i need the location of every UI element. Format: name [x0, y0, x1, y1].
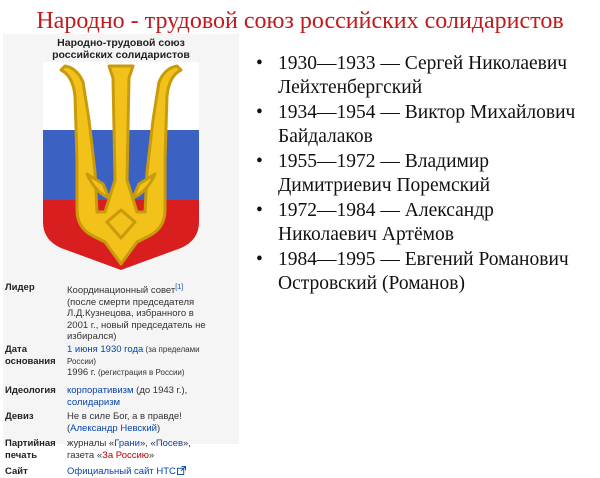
za-rossiyu-link[interactable]: За Россию	[102, 449, 149, 461]
official-site-link[interactable]: Официальный сайт НТС	[67, 466, 176, 477]
label-line: Дата	[5, 344, 27, 355]
external-link-icon	[177, 466, 186, 475]
grani-link[interactable]: Грани	[114, 438, 140, 449]
caption-line: российских солидаристов	[52, 49, 190, 61]
label-line: Партийная	[5, 438, 56, 449]
bullet-icon: •	[256, 249, 263, 270]
value-text: »	[148, 449, 155, 461]
leader-text: Островский (Романов)	[278, 273, 465, 294]
value-note: (регистрация в России)	[95, 368, 185, 377]
footnote-link[interactable]: [1]	[175, 284, 184, 291]
label-line: Сайт	[5, 466, 28, 477]
leader-text: 1930—1933 — Сергей Николаевич	[278, 53, 568, 74]
bullet-icon: •	[256, 151, 263, 172]
row-label	[5, 438, 67, 461]
value-text: (	[67, 422, 71, 434]
list-item	[252, 101, 597, 149]
leader-text: 1972—1984 — Александр	[278, 200, 494, 221]
value-text: газета «	[67, 449, 103, 461]
row-value	[67, 438, 239, 461]
nevsky-link[interactable]: Александр Невский	[70, 422, 157, 434]
label-line: Лидер	[5, 282, 35, 293]
label-line: основания	[5, 355, 56, 367]
label-line: печать	[5, 449, 38, 461]
row-value	[67, 344, 239, 379]
solidarism-link[interactable]: солидаризм	[67, 396, 121, 408]
row-label	[5, 466, 67, 478]
leaders-list	[252, 52, 597, 297]
row-label	[5, 344, 67, 367]
posev-link[interactable]: Посев	[155, 438, 184, 449]
value-text: Координационный совет	[67, 285, 176, 297]
leader-text: 1955—1972 — Владимир	[278, 151, 490, 172]
row-label	[5, 385, 67, 397]
bullet-icon: •	[256, 200, 263, 221]
leader-text: 1984—1995 — Евгений Романович	[278, 249, 569, 270]
caption-line: Народно-трудовой союз	[57, 37, 185, 49]
bullet-icon: •	[256, 102, 263, 123]
row-value	[67, 385, 239, 408]
infobox-card	[3, 34, 239, 477]
value-note: России)	[67, 356, 97, 366]
leader-text: Николаевич Артёмов	[278, 224, 454, 245]
leader-text: 1934—1954 — Виктор Михайлович	[278, 102, 576, 123]
corporatism-link[interactable]: корпоративизм	[67, 385, 134, 396]
row-value	[67, 466, 239, 478]
row-value	[67, 411, 239, 434]
slide-title: Народно - трудовой союз российских солидаристов	[36, 8, 564, 34]
value-text: избирался)	[67, 331, 117, 343]
value-text: »,	[183, 438, 191, 449]
leader-text: Байдалаков	[278, 126, 373, 147]
value-text: (до 1943 г.),	[133, 385, 188, 396]
label-line: Идеология	[5, 385, 56, 396]
list-item	[252, 150, 597, 198]
row-value	[67, 282, 239, 343]
list-item	[252, 248, 597, 296]
label-line: Девиз	[5, 411, 34, 422]
bullet-icon: •	[256, 53, 263, 74]
value-note: (за пределами	[143, 345, 200, 354]
leader-text: Димитриевич Поремский	[278, 175, 491, 196]
value-text: Не в силе Бог, а в правде!	[67, 411, 182, 422]
value-text: », «	[139, 438, 156, 449]
founding-date-link[interactable]: 1 июня 1930 года	[67, 344, 144, 355]
value-text: )	[156, 422, 161, 434]
leader-text: Лейхтенбергский	[278, 77, 423, 98]
trident-emblem-icon	[41, 60, 201, 272]
row-label	[5, 411, 67, 423]
value-text: (после смерти председателя	[67, 296, 195, 308]
list-item	[252, 199, 597, 247]
value-text: Л.Д.Кузнецова, избранного в	[67, 308, 194, 320]
list-item	[252, 52, 597, 100]
row-label	[5, 282, 67, 294]
value-text: журналы «	[67, 438, 115, 449]
value-text: 2001 г., новый председатель не	[67, 319, 206, 331]
value-text: 1996 г.	[67, 367, 96, 378]
